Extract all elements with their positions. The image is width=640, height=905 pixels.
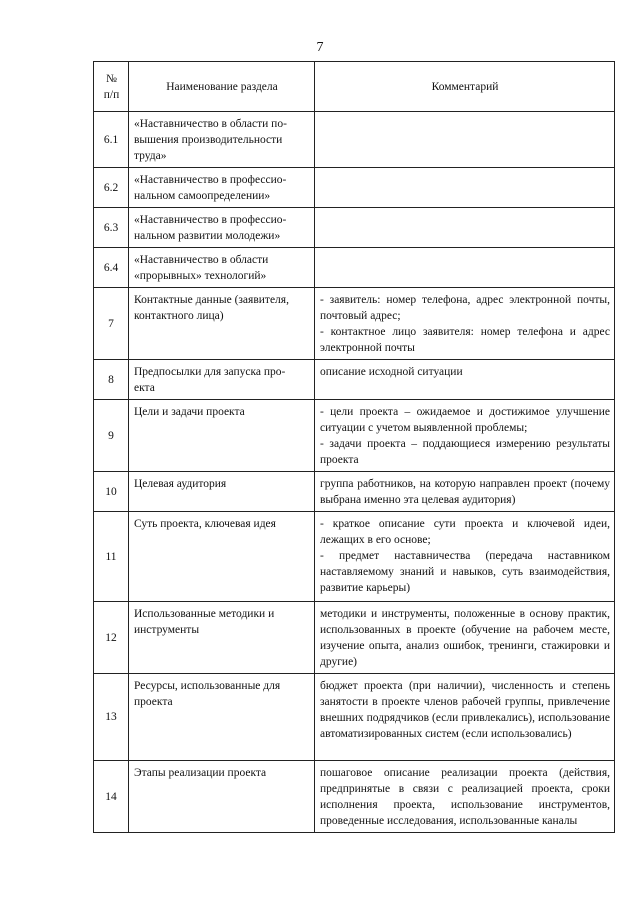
section-name: Суть проекта, ключевая идея xyxy=(129,512,315,602)
section-name: «Наставничество в профессио- нальном самоопределении» xyxy=(129,168,315,208)
row-number: 10 xyxy=(94,472,129,512)
table-row xyxy=(94,248,615,288)
row-number: 13 xyxy=(94,674,129,761)
header-comment: Комментарий xyxy=(315,62,615,112)
row-number: 12 xyxy=(94,602,129,674)
table-row xyxy=(94,674,615,761)
table-row xyxy=(94,472,615,512)
row-number: 11 xyxy=(94,512,129,602)
row-number: 6.4 xyxy=(94,248,129,288)
comment-cell: описание исходной ситуации xyxy=(315,360,615,400)
section-name: «Наставничество в области «прорывных» технологий» xyxy=(129,248,315,288)
section-name: «Наставничество в области по- вышения производительности труда» xyxy=(129,112,315,168)
comment-cell xyxy=(315,168,615,208)
section-name: Этапы реализации проекта xyxy=(129,761,315,833)
header-num: № п/п xyxy=(94,62,129,112)
section-name: Предпосылки для запуска про- екта xyxy=(129,360,315,400)
comment-cell xyxy=(315,208,615,248)
table-row xyxy=(94,400,615,472)
table-row xyxy=(94,602,615,674)
comment-cell: группа работников, на которую направлен проект (почему выбрана именно эта целевая аудитория) xyxy=(315,472,615,512)
comment-cell xyxy=(315,248,615,288)
row-number: 9 xyxy=(94,400,129,472)
header-section: Наименование раздела xyxy=(129,62,315,112)
comment-cell: - цели проекта – ожидаемое и достижимое улучшение ситуации с учетом выявленной проблемы; - задачи проекта – поддающиеся измерению результаты проекта xyxy=(315,400,615,472)
table-header-row xyxy=(94,62,615,112)
section-name: «Наставничество в профессио- нальном развитии молодежи» xyxy=(129,208,315,248)
table-row xyxy=(94,288,615,360)
table-row xyxy=(94,112,615,168)
row-number: 7 xyxy=(94,288,129,360)
row-number: 6.2 xyxy=(94,168,129,208)
section-name: Ресурсы, использованные для проекта xyxy=(129,674,315,761)
comment-cell: бюджет проекта (при наличии), численность и степень занятости в проекте членов рабочей группы, привлечение внешних подрядчиков (если привлекались), использование автоматизированных систем (если использовались) xyxy=(315,674,615,761)
table-row xyxy=(94,512,615,602)
row-number: 14 xyxy=(94,761,129,833)
comment-cell: методики и инструменты, положенные в основу практик, использованных в проекте (обучение на рабочем месте, изучение опыта, анализ ошибок, тренинги, стажировки и другие) xyxy=(315,602,615,674)
sections-table xyxy=(93,61,615,833)
table-row xyxy=(94,208,615,248)
comment-cell: пошаговое описание реализации проекта (действия, предпринятые в связи с реализацией проекта, сроки исполнения проекта, использование инструментов, проведенные исследования, использованные каналы xyxy=(315,761,615,833)
page-number: 7 xyxy=(316,40,324,55)
table-row xyxy=(94,168,615,208)
row-number: 6.1 xyxy=(94,112,129,168)
comment-cell: - заявитель: номер телефона, адрес электронной почты, почтовый адрес; - контактное лицо заявителя: номер телефона и адрес электронной почты xyxy=(315,288,615,360)
table-row xyxy=(94,360,615,400)
row-number: 6.3 xyxy=(94,208,129,248)
section-name: Цели и задачи проекта xyxy=(129,400,315,472)
table-row xyxy=(94,761,615,833)
section-name: Контактные данные (заявителя, контактного лица) xyxy=(129,288,315,360)
comment-cell xyxy=(315,112,615,168)
section-name: Использованные методики и инструменты xyxy=(129,602,315,674)
row-number: 8 xyxy=(94,360,129,400)
section-name: Целевая аудитория xyxy=(129,472,315,512)
comment-cell: - краткое описание сути проекта и ключевой идеи, лежащих в его основе; - предмет наставничества (передача наставником наставляемому знаний и навыков, суть взаимодействия, развитие карьеры) xyxy=(315,512,615,602)
